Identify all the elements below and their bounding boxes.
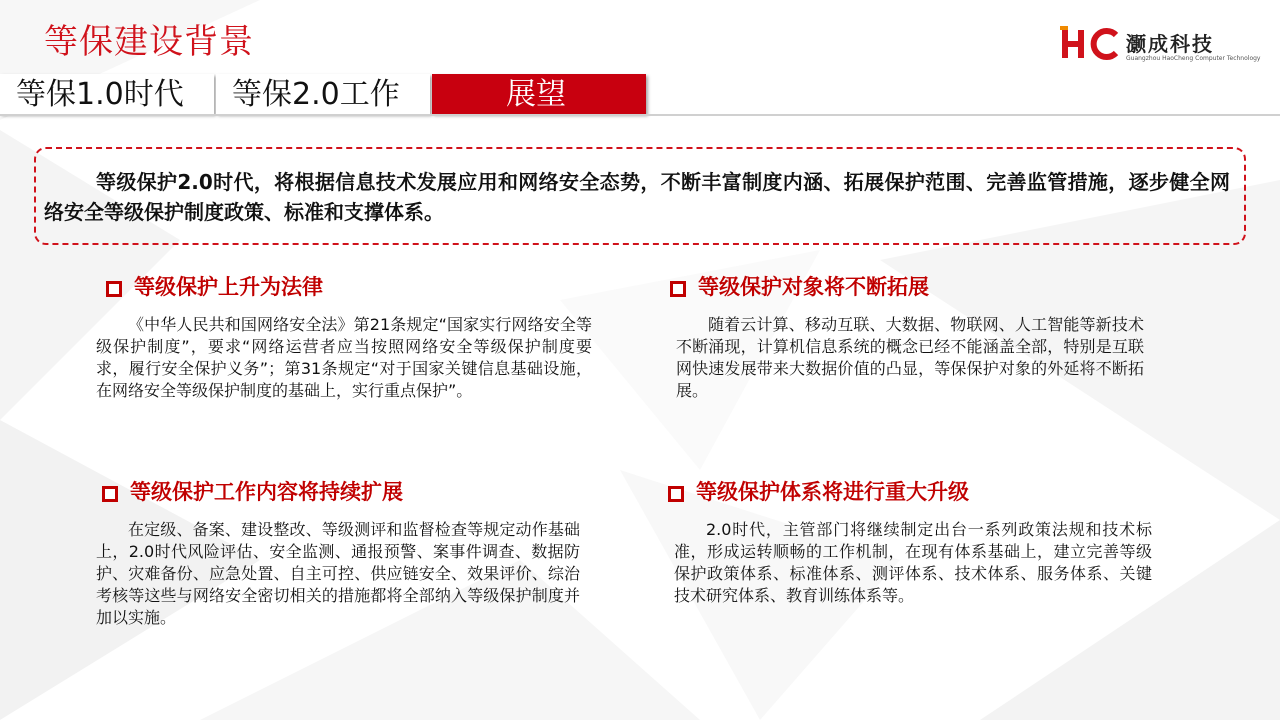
section-body: 在定级、备案、建设整改、等级测评和监督检查等规定动作基础上，2.0时代风险评估、安全监测、通报预警、案事件调查、数据防护、灾难备份、应急处置、自主可控、供应链安全、效果评价、综治考核等这些与网络安全密切相关的措施都将全部纳入等级保护制度并加以实施。 bbox=[96, 520, 580, 627]
section-scope bbox=[670, 272, 1150, 402]
section-body: 随着云计算、移动互联、大数据、物联网、人工智能等新技术不断涌现，计算机信息系统的概念已经不能涵盖全部，特别是互联网快速发展带来大数据价值的凸显，等保保护对象的外延将不断拓展。 bbox=[676, 315, 1144, 400]
tab-bar bbox=[0, 74, 1280, 118]
logo-subtitle: Guangzhou HaoCheng Computer Technology bbox=[1126, 55, 1261, 62]
summary-box bbox=[34, 147, 1246, 245]
tab-dengbao-2[interactable]: 等保2.0工作 bbox=[216, 74, 430, 114]
section-law bbox=[96, 272, 596, 402]
section-title: 等级保护对象将不断拓展 bbox=[698, 275, 929, 299]
logo-name: 灏成科技 bbox=[1126, 32, 1214, 56]
square-bullet-icon bbox=[670, 281, 686, 297]
section-title: 等级保护体系将进行重大升级 bbox=[696, 480, 969, 504]
square-bullet-icon bbox=[106, 281, 122, 297]
section-system bbox=[668, 477, 1158, 607]
section-work bbox=[96, 477, 592, 629]
section-body: 《中华人民共和国网络安全法》第21条规定“国家实行网络安全等级保护制度”，要求“网络运营者应当按照网络安全等级保护制度要求，履行安全保护义务”；第31条规定“对于国家关键信息基础设施，在网络安全等级保护制度的基础上，实行重点保护”。 bbox=[96, 315, 592, 400]
hc-logo-icon bbox=[1060, 26, 1122, 62]
section-title: 等级保护工作内容将持续扩展 bbox=[130, 480, 403, 504]
tab-underline bbox=[0, 114, 1280, 116]
tab-outlook[interactable]: 展望 bbox=[432, 74, 646, 114]
square-bullet-icon bbox=[668, 486, 684, 502]
square-bullet-icon bbox=[102, 486, 118, 502]
section-body: 2.0时代，主管部门将继续制定出台一系列政策法规和技术标准，形成运转顺畅的工作机制，在现有体系基础上，建立完善等级保护政策体系、标准体系、测评体系、技术体系、服务体系、关键技术研究体系、教育训练体系等。 bbox=[674, 520, 1152, 605]
summary-text: 等级保护2.0时代，将根据信息技术发展应用和网络安全态势，不断丰富制度内涵、拓展保护范围、完善监管措施，逐步健全网络安全等级保护制度政策、标准和支撑体系。 bbox=[44, 170, 1230, 224]
tab-dengbao-1[interactable]: 等保1.0时代 bbox=[0, 74, 214, 114]
section-title: 等级保护上升为法律 bbox=[134, 275, 323, 299]
company-logo bbox=[1060, 20, 1260, 70]
page-title: 等保建设背景 bbox=[44, 22, 254, 62]
